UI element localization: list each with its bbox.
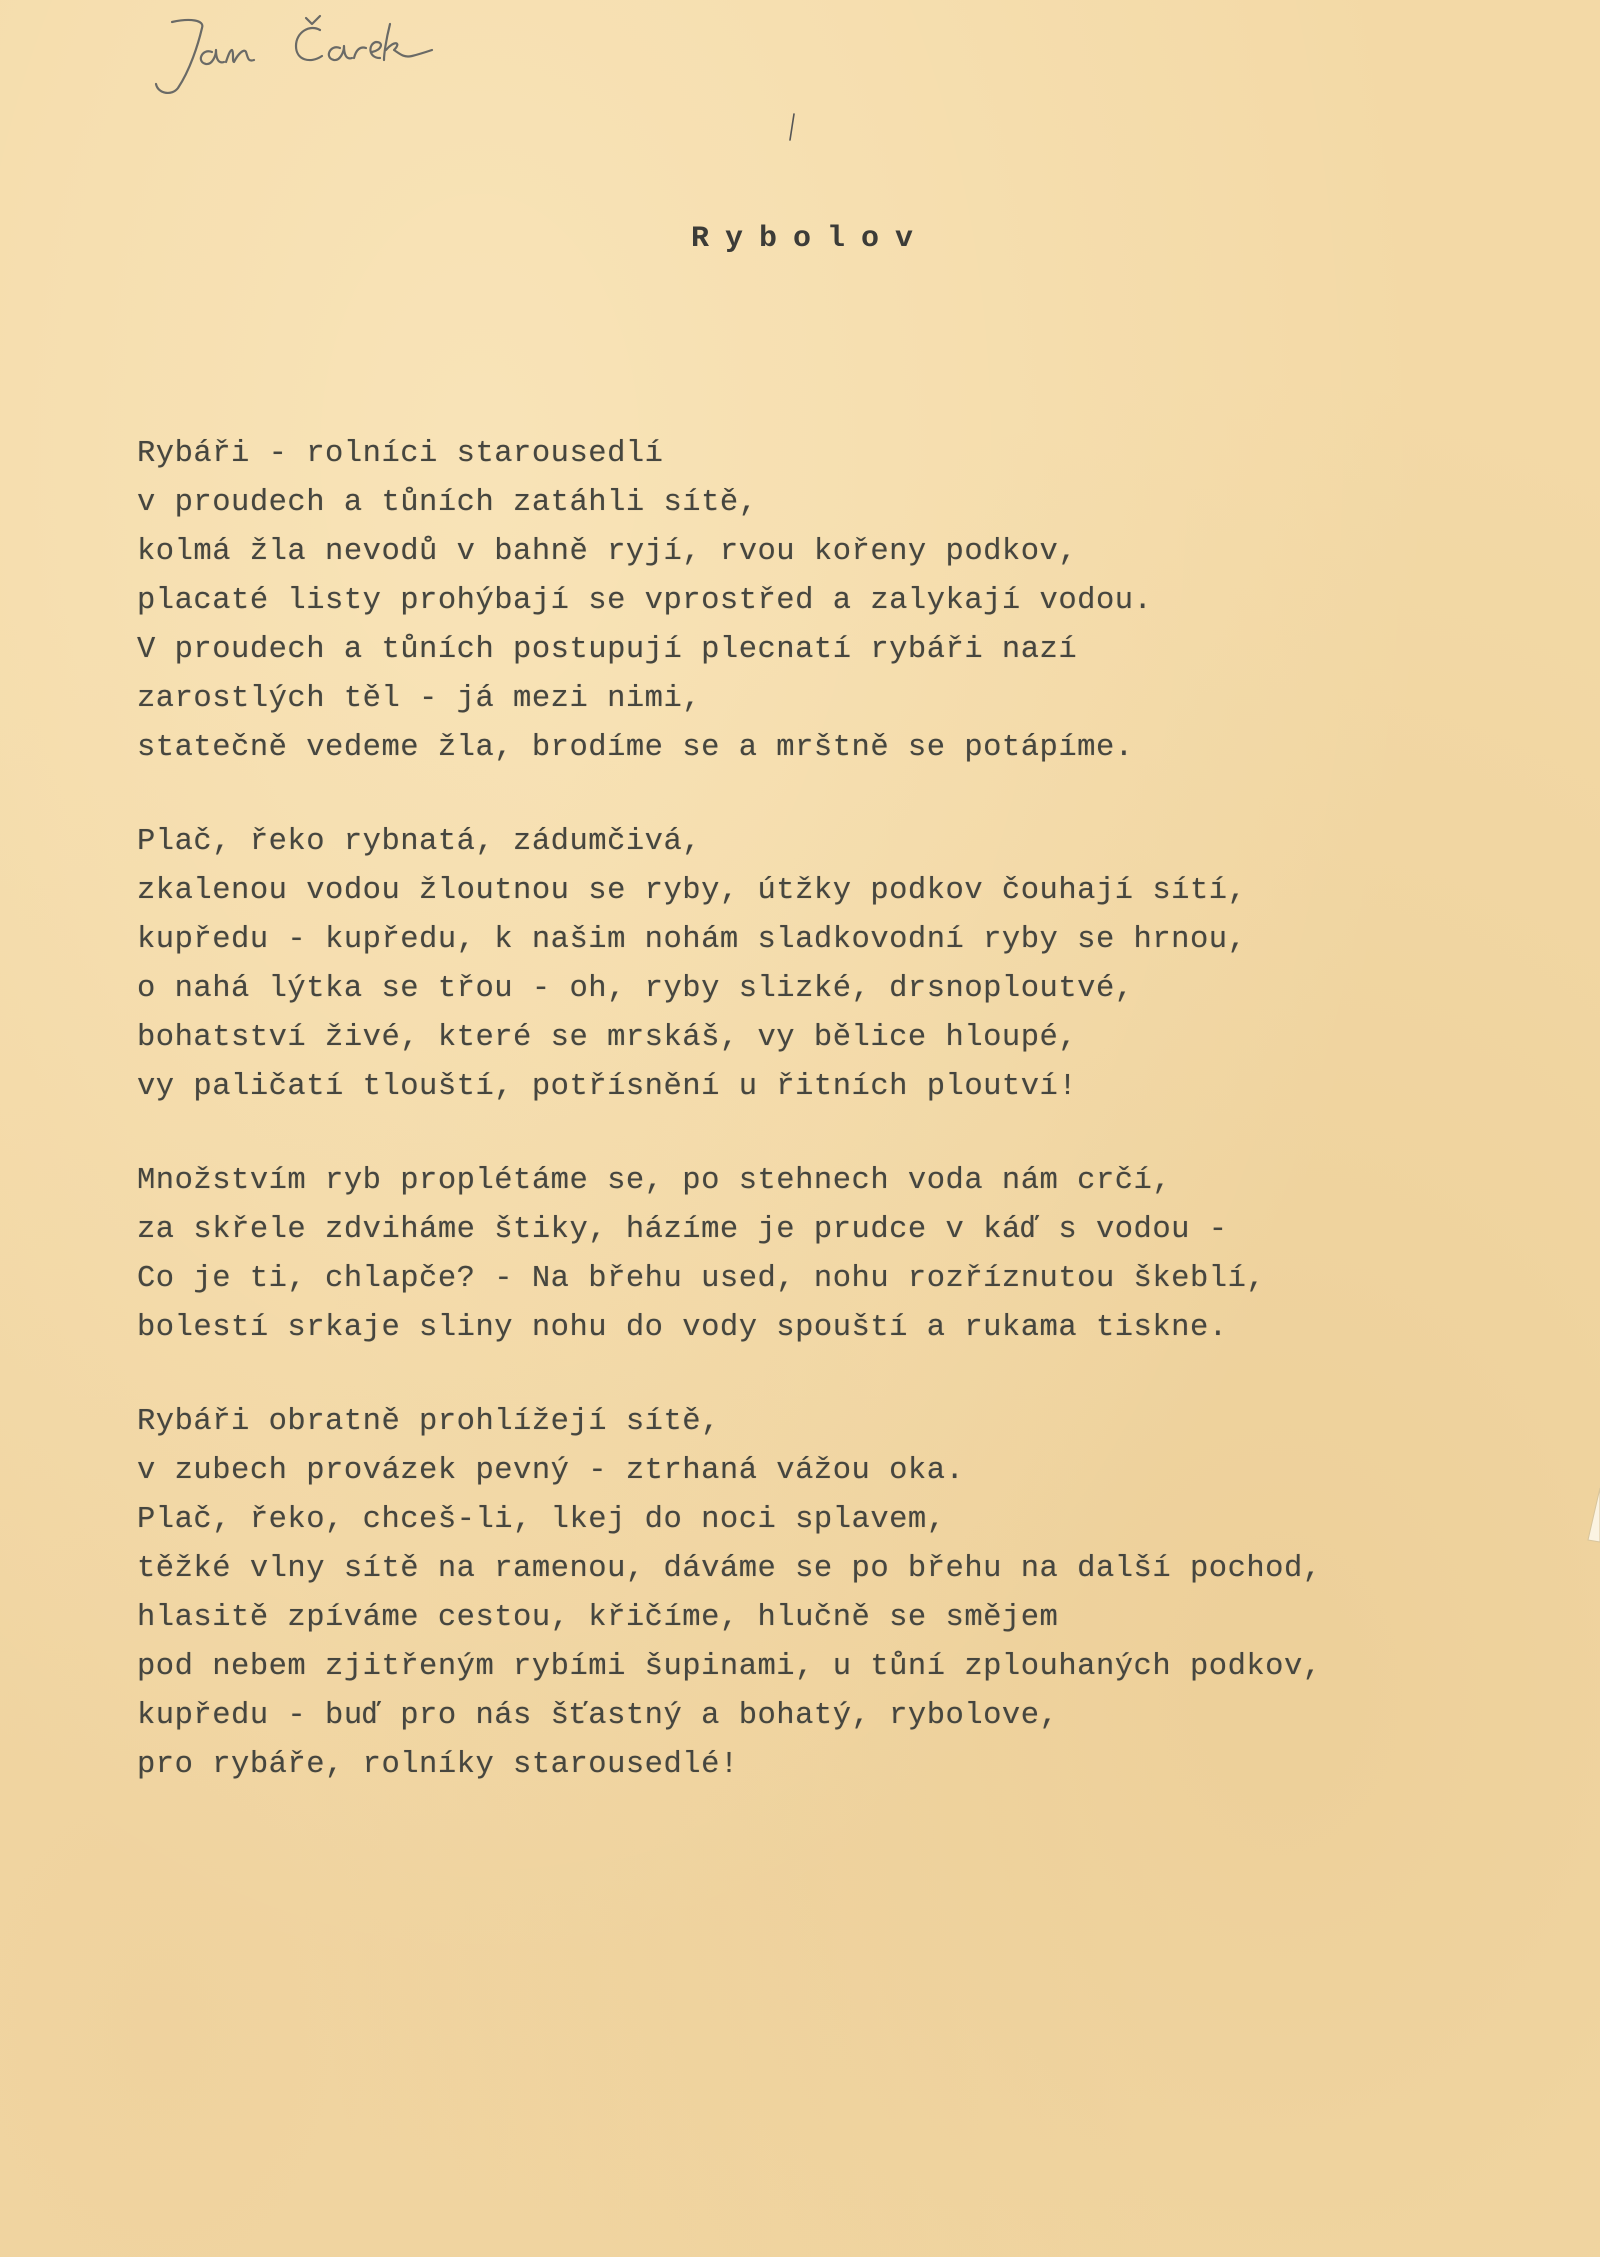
- poem-line: zkalenou vodou žloutnou se ryby, útžky podkov čouhají sítí,: [137, 874, 1247, 908]
- stanza-1: [137, 430, 1437, 773]
- paper-edge-mark: [1570, 1480, 1600, 1550]
- poem-line: bohatství živé, které se mrskáš, vy bělice hloupé,: [137, 1021, 1078, 1055]
- poem-line: Co je ti, chlapče? - Na břehu used, nohu rozříznutou škeblí,: [137, 1262, 1266, 1296]
- stanza-3: [137, 1157, 1437, 1353]
- poem-line: kolmá žla nevodů v bahně ryjí, rvou kořeny podkov,: [137, 535, 1078, 569]
- poem-line: placaté listy prohýbají se vprostřed a zalykají vodou.: [137, 584, 1153, 618]
- poem-line: Plač, řeko rybnatá, zádumčivá,: [137, 825, 702, 859]
- stanza-4: [137, 1398, 1437, 1790]
- poem-line: pod nebem zjitřeným rybími šupinami, u tůní zplouhaných podkov,: [137, 1650, 1322, 1684]
- poem-line: v proudech a tůních zatáhli sítě,: [137, 486, 758, 520]
- poem-line: pro rybáře, rolníky starousedlé!: [137, 1748, 739, 1782]
- poem-line: vy paličatí tlouští, potřísnění u řitních ploutví!: [137, 1070, 1078, 1104]
- poem-line: Plač, řeko, chceš-li, lkej do noci splavem,: [137, 1503, 946, 1537]
- poem-line: zarostlých těl - já mezi nimi,: [137, 682, 702, 716]
- poem-body: [137, 430, 1437, 1835]
- pen-mark: [788, 112, 796, 142]
- poem-line: kupředu - kupředu, k našim nohám sladkovodní ryby se hrnou,: [137, 923, 1247, 957]
- poem-line: V proudech a tůních postupují plecnatí rybáři nazí: [137, 633, 1078, 667]
- poem-line: za skřele zdviháme štiky, házíme je prudce v káď s vodou -: [137, 1213, 1228, 1247]
- poem-line: kupředu - buď pro nás šťastný a bohatý, rybolove,: [137, 1699, 1059, 1733]
- poem-line: v zubech provázek pevný - ztrhaná vážou oka.: [137, 1454, 965, 1488]
- poem-line: Rybáři - rolníci starousedlí: [137, 437, 664, 471]
- poem-line: těžké vlny sítě na ramenou, dáváme se po břehu na další pochod,: [137, 1552, 1322, 1586]
- stanza-2: [137, 818, 1437, 1112]
- poem-line: statečně vedeme žla, brodíme se a mrštně se potápíme.: [137, 731, 1134, 765]
- poem-line: hlasitě zpíváme cestou, křičíme, hlučně se smějem: [137, 1601, 1059, 1635]
- page-title: Rybolov: [690, 222, 930, 256]
- poem-line: o nahá lýtka se třou - oh, ryby slizké, drsnoploutvé,: [137, 972, 1134, 1006]
- poem-line: bolestí srkaje sliny nohu do vody spouští a rukama tiskne.: [137, 1311, 1228, 1345]
- poem-line: Množstvím ryb proplétáme se, po stehnech voda nám crčí,: [137, 1164, 1172, 1198]
- poem-line: Rybáři obratně prohlížejí sítě,: [137, 1405, 720, 1439]
- handwritten-signature: [150, 10, 470, 100]
